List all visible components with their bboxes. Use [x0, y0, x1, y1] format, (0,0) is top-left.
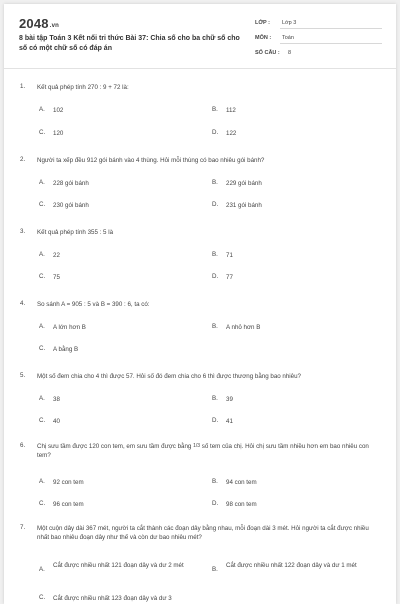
info-divider	[280, 43, 382, 44]
option-text: 41	[226, 418, 233, 425]
option-text: 40	[53, 418, 60, 425]
question-text-part: số tem của chị. Hỏi chị sưu tầm nhiều hơn em bao nhiêu con tem?	[37, 443, 369, 459]
option-text: 228 gói bánh	[53, 180, 89, 187]
option-letter: D.	[212, 201, 219, 208]
option-text: 229 gói bánh	[226, 180, 262, 187]
info-class-value: Lớp 3	[282, 20, 297, 26]
info-divider	[280, 28, 382, 29]
option-letter: D.	[212, 417, 219, 424]
option-text: Cắt được nhiều nhất 123 đoạn dây và dư 3	[53, 595, 172, 602]
option-text: 112	[226, 107, 236, 114]
option-text: 230 gói bánh	[53, 202, 89, 209]
option-text: 75	[53, 274, 60, 281]
question-text: Một cuộn dây dài 367 mét, người ta cắt thành các đoạn dây bằng nhau, mỗi đoạn dài 3 mét. Hỏi người ta cắt được nhiều nhất bao nhiêu đoạn dây như thế và còn dư bao nhiêu mét?	[37, 525, 369, 541]
question-number: 1.	[20, 83, 26, 90]
info-count-label: SỐ CÂU :	[255, 50, 280, 56]
option-text: 39	[226, 396, 233, 403]
header-divider	[4, 68, 396, 69]
question-text	[37, 442, 382, 460]
option-text: 122	[226, 130, 237, 137]
logo-tld: .vn	[49, 23, 60, 29]
fraction: 1/3	[193, 443, 201, 449]
option-text: 94 con tem	[226, 479, 257, 486]
option-letter: C.	[39, 500, 46, 507]
info-count-value: 8	[288, 50, 292, 56]
info-subject-label: MÔN :	[255, 35, 272, 41]
option-text: 96 con tem	[53, 501, 84, 508]
site-logo[interactable]	[19, 16, 59, 31]
question-number: 4.	[20, 300, 26, 307]
option-letter: A.	[39, 323, 45, 330]
question-text-part: Chị sưu tầm được 120 con tem, em sưu tầm được bằng	[37, 443, 194, 450]
option-text: 120	[53, 130, 64, 137]
option-text: 231 gói bánh	[226, 202, 262, 209]
option-letter: D.	[212, 129, 219, 136]
option-letter: B.	[212, 251, 218, 258]
option-letter: A.	[39, 395, 45, 402]
option-letter: A.	[39, 251, 45, 258]
document-header	[19, 16, 381, 62]
option-letter: A.	[39, 179, 45, 186]
option-letter: B.	[212, 323, 218, 330]
document-title: 8 bài tập Toán 3 Kết nối tri thức Bài 37: Chia số cho ba chữ số cho số có một chữ số có đáp án	[19, 35, 240, 52]
option-letter: A.	[39, 566, 45, 573]
option-text: 77	[226, 274, 233, 281]
question-number: 2.	[20, 156, 26, 163]
option-text: Cắt được nhiều nhất 122 đoạn dây và dư 1 mét	[226, 562, 357, 569]
option-text: 71	[226, 252, 233, 259]
info-subject-value: Toán	[282, 35, 294, 41]
option-letter: C.	[39, 345, 46, 352]
option-text: 38	[53, 396, 60, 403]
question-text: Kết quả phép tính 270 : 9 + 72 là:	[37, 84, 129, 91]
option-letter: A.	[39, 106, 45, 113]
option-text: 98 con tem	[226, 501, 257, 508]
option-text: A nhỏ hơn B	[226, 324, 261, 331]
option-letter: C.	[39, 201, 46, 208]
question-text: So sánh A = 905 : 5 và B = 390 : 6, ta có:	[37, 301, 150, 308]
option-text: A bằng B	[53, 346, 79, 353]
option-letter: B.	[212, 395, 218, 402]
option-letter: C.	[39, 417, 46, 424]
option-letter: C.	[39, 273, 46, 280]
option-letter: D.	[212, 273, 219, 280]
info-class-label: LỚP :	[255, 20, 270, 26]
document-page	[4, 4, 396, 604]
option-text: 92 con tem	[53, 479, 84, 486]
option-letter: B.	[212, 106, 218, 113]
question-text: Một số đem chia cho 4 thì được 57. Hỏi số đó đem chia cho 6 thì được thương bằng bao nhiêu?	[37, 373, 302, 380]
logo-number: 2048	[19, 16, 49, 31]
question-number: 7.	[20, 524, 26, 531]
option-letter: A.	[39, 478, 45, 485]
question-text: Kết quả phép tính 355 : 5 là	[37, 229, 114, 236]
question-number: 6.	[20, 442, 26, 449]
option-letter: B.	[212, 179, 218, 186]
option-letter: D.	[212, 500, 219, 507]
option-letter: B.	[212, 478, 218, 485]
question-number: 5.	[20, 372, 26, 379]
option-text: A lớn hơn B	[53, 324, 86, 331]
option-letter: B.	[212, 566, 218, 573]
question-number: 3.	[20, 228, 26, 235]
question-text: Người ta xếp đều 912 gói bánh vào 4 thùng. Hỏi mỗi thùng có bao nhiêu gói bánh?	[37, 157, 265, 164]
option-text: 22	[53, 252, 60, 259]
option-letter: C.	[39, 594, 46, 601]
option-letter: C.	[39, 129, 46, 136]
option-text: 102	[53, 107, 64, 114]
option-text: Cắt được nhiều nhất 121 đoạn dây và dư 2 mét	[53, 562, 184, 569]
